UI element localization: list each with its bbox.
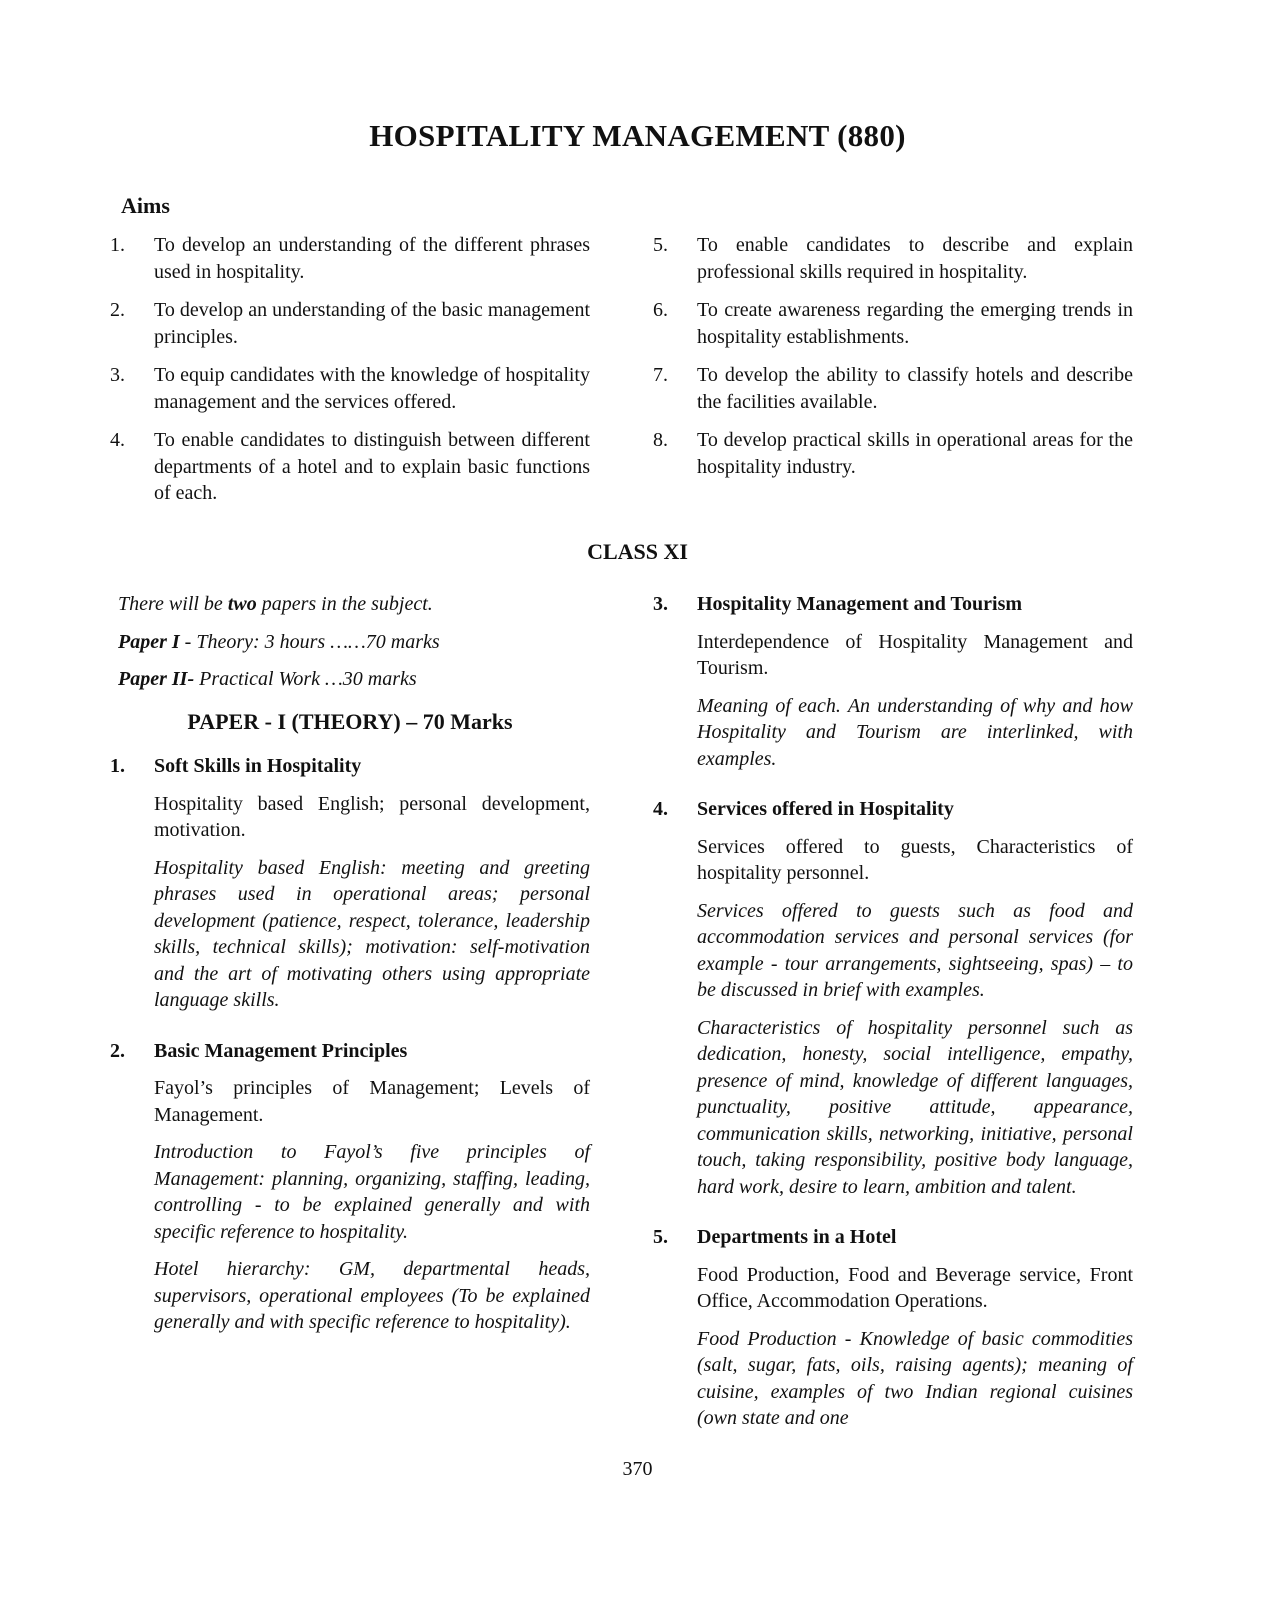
aim-item — [110, 297, 590, 350]
aim-text: To create awareness regarding the emerging trends in hospitality establishments. — [697, 299, 1133, 348]
topic-detail: Characteristics of hospitality personnel such as dedication, honesty, social intelligence, empathy, presence of mind, knowledge of different languages, punctuality, positive attitude, appearance, communication skills, networking, initiative, personal touch, taking responsibility, positive body language, hard work, desire to learn, ambition and talent. — [697, 1016, 1133, 1198]
intro-paper-1-line: Paper I - Theory: 3 hours ……70 marks — [118, 630, 440, 653]
intro — [110, 591, 590, 693]
topic-hotel-departments — [653, 1224, 1133, 1432]
aim-item — [653, 362, 1133, 415]
topic-services-offered — [653, 796, 1133, 1200]
aim-number: 3. — [110, 364, 125, 386]
topic-title: Basic Management Principles — [154, 1039, 408, 1062]
aim-item — [110, 362, 590, 415]
intro-papers-line: There will be two papers in the subject. — [118, 593, 433, 615]
aim-text: To develop the ability to classify hotels and describe the facilities available. — [697, 364, 1133, 413]
aim-text: To enable candidates to describe and explain professional skills required in hospitality. — [697, 234, 1133, 283]
topic-detail: Introduction to Fayol’s five principles of Management: planning, organizing, staffing, leading, controlling - to be explained generally and with specific reference to hospitality. — [154, 1141, 590, 1243]
topic-detail: Hospitality based English: meeting and greeting phrases used in operational areas; personal development (patience, respect, tolerance, leadership skills, technical skills); motivation: self-motivation and the art of motivating others using appropriate language skills. — [154, 856, 590, 1011]
left-column — [110, 591, 590, 1360]
intro-paper-2-line: Paper II- Practical Work …30 marks — [118, 668, 417, 690]
page-number: 370 — [622, 1458, 653, 1480]
aims-list-right — [653, 232, 1133, 492]
aim-number: 4. — [110, 429, 125, 451]
aim-item — [653, 232, 1133, 285]
aim-item — [110, 232, 590, 285]
topic-management-principles — [110, 1038, 590, 1336]
topic-detail: Meaning of each. An understanding of why and how Hospitality and Tourism are interlinked, with examples. — [697, 694, 1133, 770]
aim-number: 5. — [653, 234, 668, 256]
topic-number: 3. — [653, 593, 668, 615]
topic-summary: Food Production, Food and Beverage service, Front Office, Accommodation Operations. — [697, 1263, 1133, 1312]
aim-number: 2. — [110, 299, 125, 321]
topic-number: 2. — [110, 1039, 125, 1062]
topic-detail: Hotel hierarchy: GM, departmental heads, supervisors, operational employees (To be explained generally and with specific reference to hospitality). — [154, 1258, 590, 1333]
topic-number: 4. — [653, 798, 668, 820]
topic-summary: Fayol’s principles of Management; Levels of Management. — [154, 1077, 590, 1126]
topic-title: Soft Skills in Hospitality — [154, 755, 362, 777]
aim-text: To develop an understanding of the different phrases used in hospitality. — [154, 234, 590, 283]
aim-text: To develop an understanding of the basic management principles. — [154, 299, 590, 348]
aim-item — [653, 427, 1133, 480]
right-column — [653, 591, 1133, 1456]
topic-title: Hospitality Management and Tourism — [697, 593, 1023, 615]
topic-detail: Food Production - Knowledge of basic commodities (salt, sugar, fats, oils, raising agents); meaning of cuisine, examples of two Indian regional cuisines (own state and one — [697, 1327, 1133, 1429]
aims-heading: Aims — [121, 193, 170, 218]
aim-text: To develop practical skills in operational areas for the hospitality industry. — [697, 429, 1133, 478]
aim-text: To equip candidates with the knowledge of hospitality management and the services offered. — [154, 364, 590, 413]
topic-number: 1. — [110, 755, 125, 777]
topic-summary: Services offered to guests, Characteristics of hospitality personnel. — [697, 835, 1133, 884]
aim-number: 1. — [110, 234, 125, 256]
class-heading: CLASS XI — [587, 539, 688, 564]
aim-number: 7. — [653, 364, 668, 386]
aim-item — [653, 297, 1133, 350]
topic-summary: Interdependence of Hospitality Management and Tourism. — [697, 630, 1133, 679]
topic-hospitality-tourism — [653, 591, 1133, 772]
aims-list-left — [110, 232, 590, 519]
topic-title: Services offered in Hospitality — [697, 798, 954, 820]
topic-summary: Hospitality based English; personal development, motivation. — [154, 792, 590, 841]
aim-item — [110, 427, 590, 507]
topic-soft-skills — [110, 753, 590, 1014]
topic-detail: Services offered to guests such as food and accommodation services and personal services (for example - tour arrangements, sightseeing, spas) – to be discussed in brief with examples. — [697, 899, 1133, 1001]
page-title: HOSPITALITY MANAGEMENT (880) — [369, 118, 906, 153]
aim-number: 8. — [653, 429, 668, 451]
topic-number: 5. — [653, 1226, 668, 1248]
paper-heading: PAPER - I (THEORY) – 70 Marks — [187, 708, 513, 734]
topic-title: Departments in a Hotel — [697, 1226, 897, 1248]
aim-text: To enable candidates to distinguish between different departments of a hotel and to explain basic functions of each. — [154, 429, 590, 504]
aim-number: 6. — [653, 299, 668, 321]
